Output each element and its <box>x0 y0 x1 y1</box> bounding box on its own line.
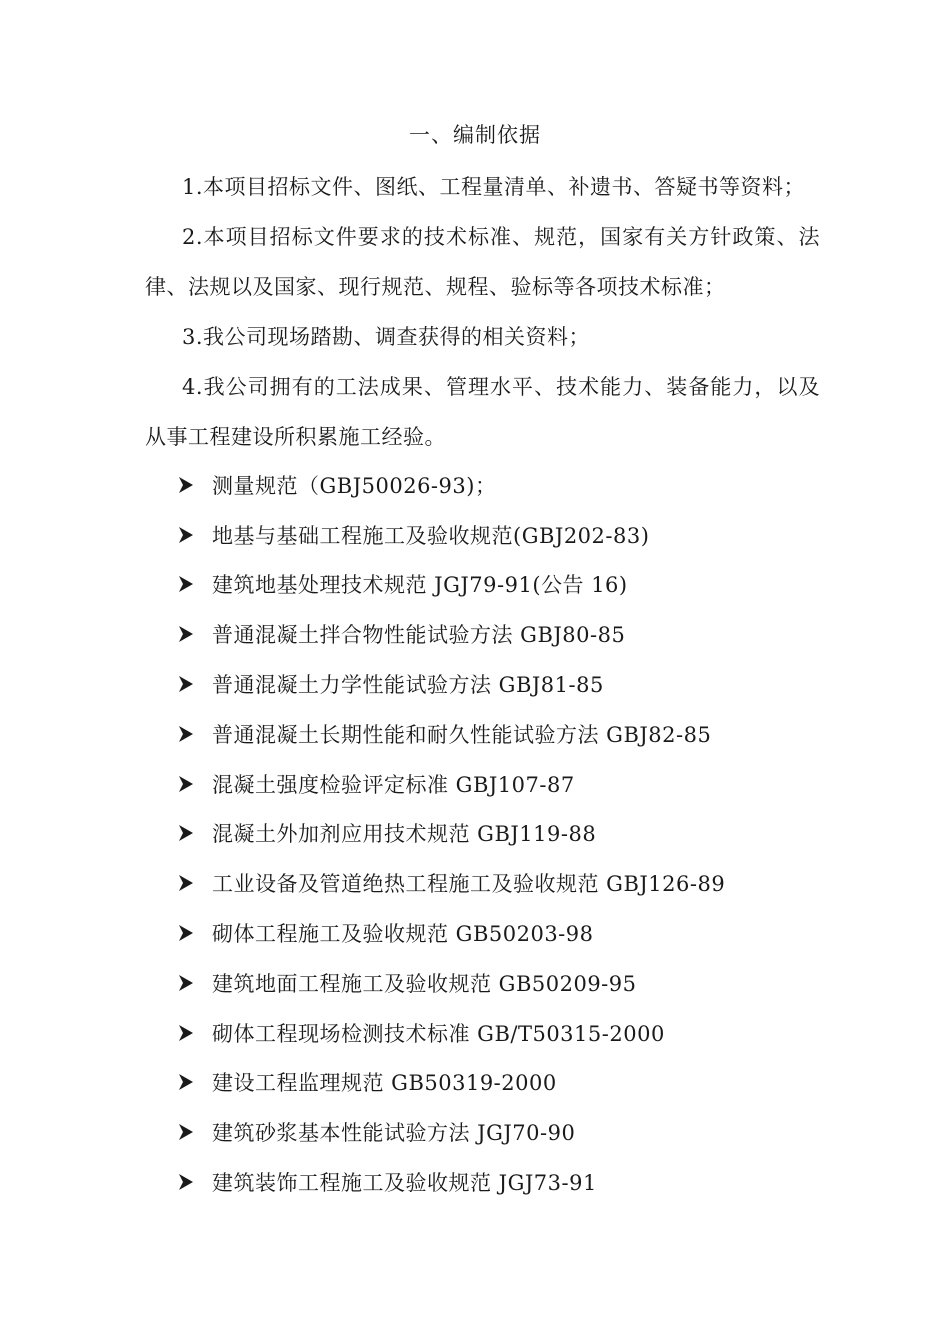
standards-list <box>0 460 950 1207</box>
arrowhead-bullet-icon <box>178 526 194 544</box>
standard-name: 建筑地基处理技术规范 JGJ79-91(公告 16) <box>212 573 628 598</box>
standard-name: 普通混凝土力学性能试验方法 GBJ81-85 <box>212 673 604 698</box>
arrowhead-bullet-icon <box>178 575 194 593</box>
standard-name: 建筑装饰工程施工及验收规范 JGJ73-91 <box>212 1171 597 1196</box>
arrowhead-bullet-icon <box>178 1024 194 1042</box>
standard-name: 工业设备及管道绝热工程施工及验收规范 GBJ126-89 <box>212 872 726 897</box>
standard-name: 建筑地面工程施工及验收规范 GB50209-95 <box>212 971 637 996</box>
list-item <box>0 1058 950 1108</box>
standard-name: 砌体工程施工及验收规范 GB50203-98 <box>212 922 594 947</box>
list-item <box>0 510 950 560</box>
basis-paragraph-4: 4.我公司拥有的工法成果、管理水平、技术能力、装备能力，以及从事工程建设所积累施工经验。 <box>145 375 820 449</box>
list-item <box>0 460 950 510</box>
standard-name: 混凝土外加剂应用技术规范 GBJ119-88 <box>212 822 597 847</box>
arrowhead-bullet-icon <box>178 675 194 693</box>
list-item <box>0 659 950 709</box>
arrowhead-bullet-icon <box>178 1123 194 1141</box>
basis-paragraph-2: 2.本项目招标文件要求的技术标准、规范，国家有关方针政策、法律、法规以及国家、现行规范、规程、验标等各项技术标准； <box>145 225 820 299</box>
arrowhead-bullet-icon <box>178 1173 194 1191</box>
arrowhead-bullet-icon <box>178 725 194 743</box>
list-item <box>0 809 950 859</box>
list-item <box>0 560 950 610</box>
standard-name: 建设工程监理规范 GB50319-2000 <box>212 1071 557 1096</box>
standard-name: 地基与基础工程施工及验收规范(GBJ202-83) <box>212 523 650 548</box>
list-item <box>0 759 950 809</box>
arrowhead-bullet-icon <box>178 974 194 992</box>
arrowhead-bullet-icon <box>178 775 194 793</box>
arrowhead-bullet-icon <box>178 924 194 942</box>
arrowhead-bullet-icon <box>178 874 194 892</box>
list-item <box>0 908 950 958</box>
basis-paragraph-1: 1.本项目招标文件、图纸、工程量清单、补遗书、答疑书等资料； <box>182 175 806 199</box>
standard-name: 普通混凝土长期性能和耐久性能试验方法 GBJ82-85 <box>212 722 712 747</box>
standard-name: 建筑砂浆基本性能试验方法 JGJ70-90 <box>212 1121 576 1146</box>
list-item <box>0 1107 950 1157</box>
standard-name: 测量规范（GBJ50026-93)； <box>212 473 497 498</box>
section-heading: 一、编制依据 <box>409 123 541 147</box>
list-item <box>0 1008 950 1058</box>
standard-name: 普通混凝土拌合物性能试验方法 GBJ80-85 <box>212 623 626 648</box>
list-item <box>0 1157 950 1207</box>
list-item <box>0 858 950 908</box>
arrowhead-bullet-icon <box>178 625 194 643</box>
list-item <box>0 609 950 659</box>
list-item <box>0 709 950 759</box>
arrowhead-bullet-icon <box>178 1073 194 1091</box>
standard-name: 混凝土强度检验评定标准 GBJ107-87 <box>212 772 575 797</box>
basis-paragraph-3: 3.我公司现场踏勘、调查获得的相关资料； <box>182 325 591 349</box>
arrowhead-bullet-icon <box>178 824 194 842</box>
arrowhead-bullet-icon <box>178 476 194 494</box>
standard-name: 砌体工程现场检测技术标准 GB/T50315-2000 <box>212 1021 665 1046</box>
list-item <box>0 958 950 1008</box>
